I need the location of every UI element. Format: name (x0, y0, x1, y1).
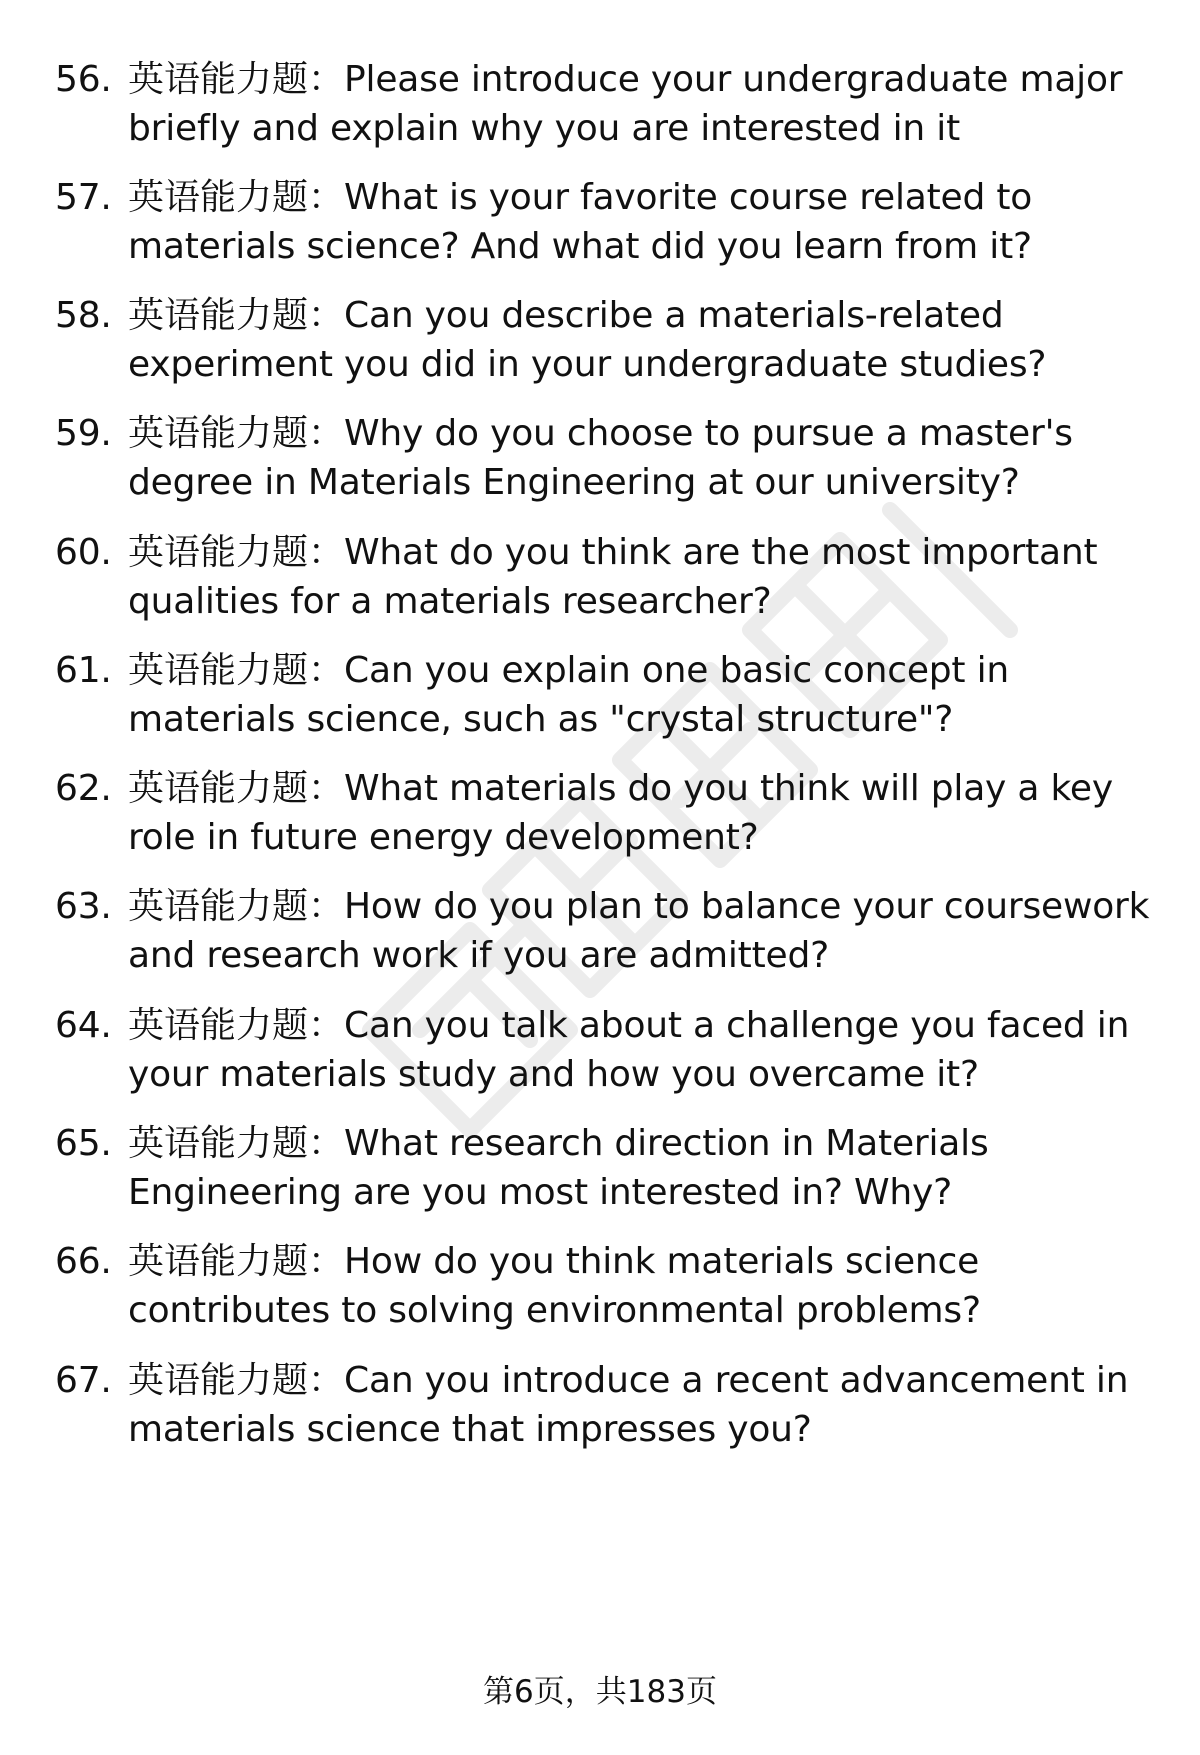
question-number: 65. (55, 1123, 112, 1164)
question-number: 56. (55, 59, 112, 100)
question-text: Can you talk about a challenge you faced in your materials study and how you overcame it? (128, 1005, 1130, 1095)
question-number: 60. (55, 532, 112, 573)
question-category: 英语能力题： (128, 886, 345, 927)
question-body (128, 1002, 1165, 1099)
question-number: 59. (55, 413, 112, 454)
question-item (55, 529, 1165, 626)
question-category: 英语能力题： (128, 1005, 345, 1046)
question-item (55, 1120, 1165, 1217)
question-text: What is your favorite course related to materials science? And what did you learn from it? (128, 177, 1033, 267)
question-item (55, 410, 1165, 507)
question-text: Can you explain one basic concept in materials science, such as "crystal structure"? (128, 650, 1010, 740)
question-number: 57. (55, 177, 112, 218)
question-number: 58. (55, 295, 112, 336)
question-number: 61. (55, 650, 112, 691)
question-text: Can you describe a materials-related experiment you did in your undergraduate studies? (128, 295, 1047, 385)
question-item (55, 56, 1165, 153)
question-item (55, 883, 1165, 980)
question-text: What materials do you think will play a key role in future energy development? (128, 768, 1113, 858)
question-category: 英语能力题： (128, 768, 345, 809)
question-body (128, 410, 1165, 507)
question-category: 英语能力题： (128, 1360, 345, 1401)
question-body (128, 765, 1165, 862)
question-text: Can you introduce a recent advancement in materials science that impresses you? (128, 1360, 1129, 1450)
question-text: How do you plan to balance your coursework and research work if you are admitted? (128, 886, 1150, 976)
question-category: 英语能力题： (128, 295, 345, 336)
question-number: 64. (55, 1005, 112, 1046)
question-category: 英语能力题： (128, 177, 345, 218)
question-category: 英语能力题： (128, 532, 345, 573)
question-body (128, 56, 1165, 153)
question-number: 63. (55, 886, 112, 927)
question-category: 英语能力题： (128, 1241, 345, 1282)
question-body (128, 1357, 1165, 1454)
question-item (55, 1002, 1165, 1099)
question-number: 66. (55, 1241, 112, 1282)
question-category: 英语能力题： (128, 650, 345, 691)
question-category: 英语能力题： (128, 1123, 345, 1164)
question-item (55, 1238, 1165, 1335)
question-body (128, 1238, 1165, 1335)
question-item (55, 1357, 1165, 1454)
question-body (128, 1120, 1165, 1217)
question-category: 英语能力题： (128, 413, 345, 454)
question-body (128, 292, 1165, 389)
question-body (128, 174, 1165, 271)
question-category: 英语能力题： (128, 59, 345, 100)
question-number: 62. (55, 768, 112, 809)
question-item (55, 174, 1165, 271)
question-body (128, 647, 1165, 744)
question-text: Why do you choose to pursue a master's degree in Materials Engineering at our university? (128, 413, 1073, 503)
question-body (128, 883, 1165, 980)
question-text: Please introduce your undergraduate major briefly and explain why you are interested in it (128, 59, 1123, 149)
page-number: 第6页，共183页 (483, 1674, 717, 1710)
question-item (55, 647, 1165, 744)
question-text: How do you think materials science contributes to solving environmental problems? (128, 1241, 981, 1331)
question-number: 67. (55, 1360, 112, 1401)
question-body (128, 529, 1165, 626)
question-text: What do you think are the most important qualities for a materials researcher? (128, 532, 1098, 622)
question-item (55, 765, 1165, 862)
question-text: What research direction in Materials Engineering are you most interested in? Why? (128, 1123, 989, 1213)
question-item (55, 292, 1165, 389)
